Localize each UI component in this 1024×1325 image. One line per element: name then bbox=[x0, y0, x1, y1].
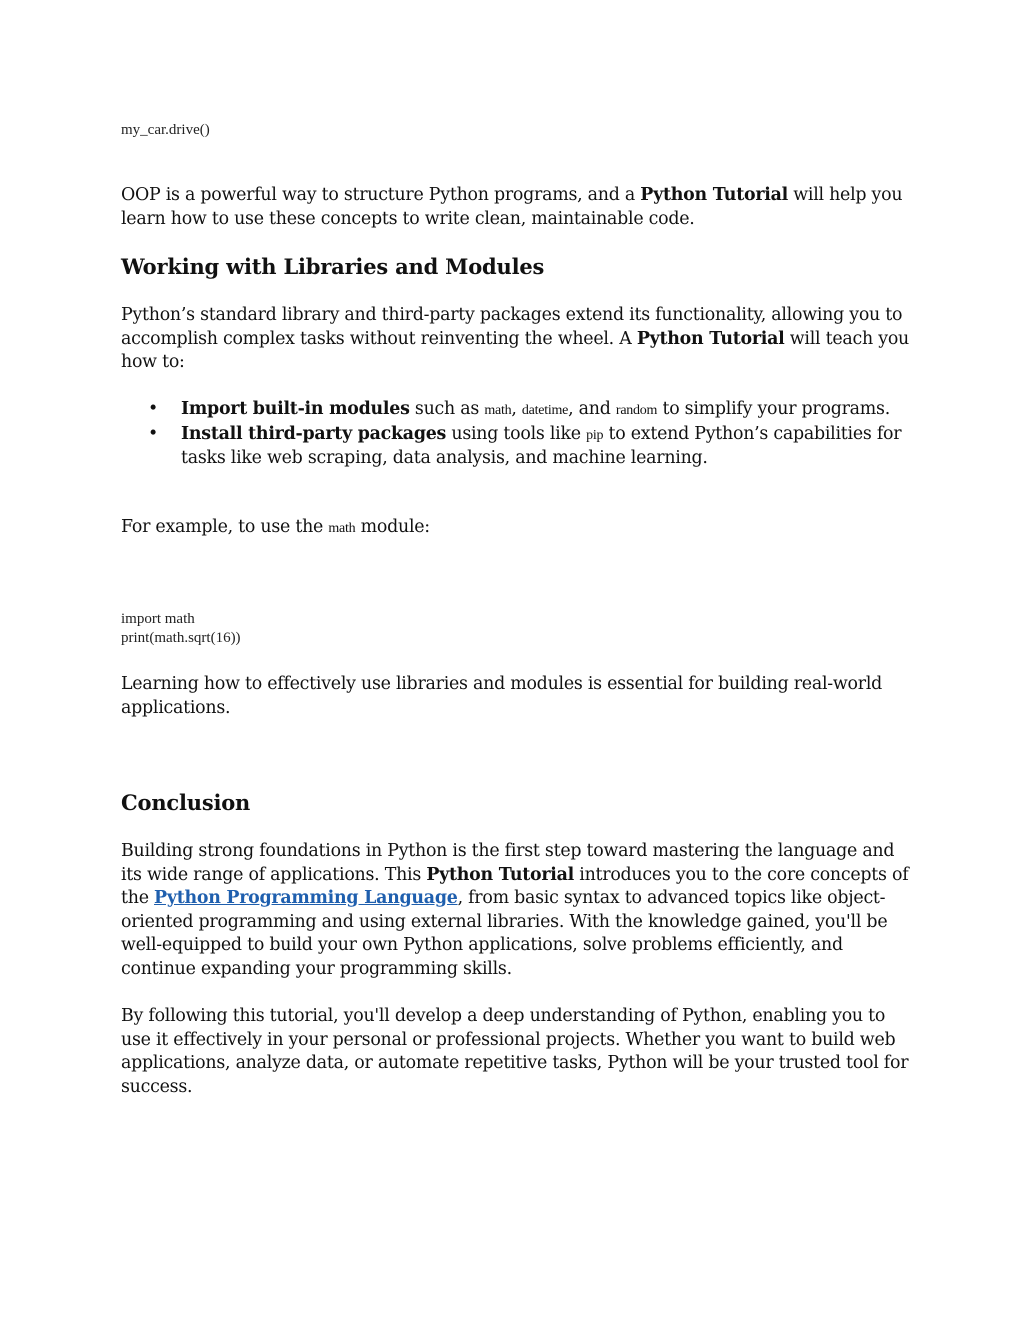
code-line: import math bbox=[121, 611, 195, 627]
paragraph-text: Building strong foundations in Python is the first step toward mastering the language and its wide range of applications. This bbox=[121, 841, 895, 885]
paragraph-conclusion-2: By following this tutorial, you'll develop a deep understanding of Python, enabling you to use it effectively in your personal or professional projects. Whether you want to build web applications, analyze data, or automate repetitive tasks, Python will be your trusted tool for success. bbox=[121, 1006, 909, 1097]
heading-libraries-modules: Working with Libraries and Modules bbox=[121, 254, 545, 279]
bullet-bold-label: Install third-party packages bbox=[181, 423, 447, 444]
bullet-icon: • bbox=[148, 399, 159, 419]
bullet-text: to simplify your programs. bbox=[657, 399, 890, 419]
bullet-text: , and bbox=[568, 399, 616, 419]
code-line: print(math.sqrt(16)) bbox=[121, 630, 241, 646]
bold-python-tutorial: Python Tutorial bbox=[640, 185, 788, 205]
inline-code-pip: pip bbox=[586, 427, 604, 443]
paragraph-text: will teach you how to: bbox=[121, 328, 909, 372]
bullet-text: , bbox=[511, 399, 522, 419]
inline-code-random: random bbox=[615, 403, 658, 418]
paragraph-text: For example, to use the bbox=[121, 517, 329, 537]
inline-code-math: math bbox=[484, 403, 512, 418]
paragraph-text: introduces you to the core concepts of the bbox=[121, 864, 909, 908]
inline-code-math: math bbox=[328, 521, 356, 536]
code-block-example bbox=[121, 610, 911, 648]
code-line-drive: my_car.drive() bbox=[121, 122, 210, 138]
paragraph-text: will help you learn how to use these concepts to write clean, maintainable code. bbox=[121, 185, 903, 229]
inline-code-datetime: datetime bbox=[521, 403, 569, 418]
bold-python-tutorial: Python Tutorial bbox=[426, 864, 574, 885]
list-item-import-modules bbox=[121, 398, 911, 423]
paragraph-conclusion-1 bbox=[121, 840, 911, 981]
bullet-text: using tools like bbox=[446, 423, 587, 444]
paragraph-learning: Learning how to effectively use libraries and modules is essential for building real-world applications. bbox=[121, 674, 883, 718]
bullet-text: such as bbox=[409, 399, 485, 419]
list-item-install-packages bbox=[121, 423, 911, 471]
bullet-list bbox=[121, 398, 911, 471]
heading-conclusion: Conclusion bbox=[121, 790, 251, 815]
python-programming-language-link[interactable]: Python Programming Language bbox=[154, 888, 458, 908]
paragraph-example bbox=[121, 516, 911, 541]
bold-python-tutorial: Python Tutorial bbox=[636, 328, 785, 349]
paragraph-text: OOP is a powerful way to structure Python programs, and a bbox=[121, 185, 641, 205]
bullet-icon: • bbox=[148, 423, 159, 444]
paragraph-libraries bbox=[121, 304, 911, 375]
paragraph-text: module: bbox=[355, 517, 430, 537]
bullet-bold-label: Import built-in modules bbox=[181, 399, 410, 419]
paragraph-text: Python’s standard library and third-party packages extend its functionality, allowing you to accomplish complex tasks without reinventing the wheel. A bbox=[121, 305, 903, 349]
bullet-text: to extend Python’s capabilities for tasks like web scraping, data analysis, and machine learning. bbox=[181, 423, 902, 468]
paragraph-text: , from basic syntax to advanced topics like object-oriented programming and using external libraries. With the knowledge gained, you'll be well-equipped to build your own Python applications, solve problems efficiently, and continue expanding your programming skills. bbox=[121, 888, 888, 979]
paragraph-oop bbox=[121, 184, 911, 231]
